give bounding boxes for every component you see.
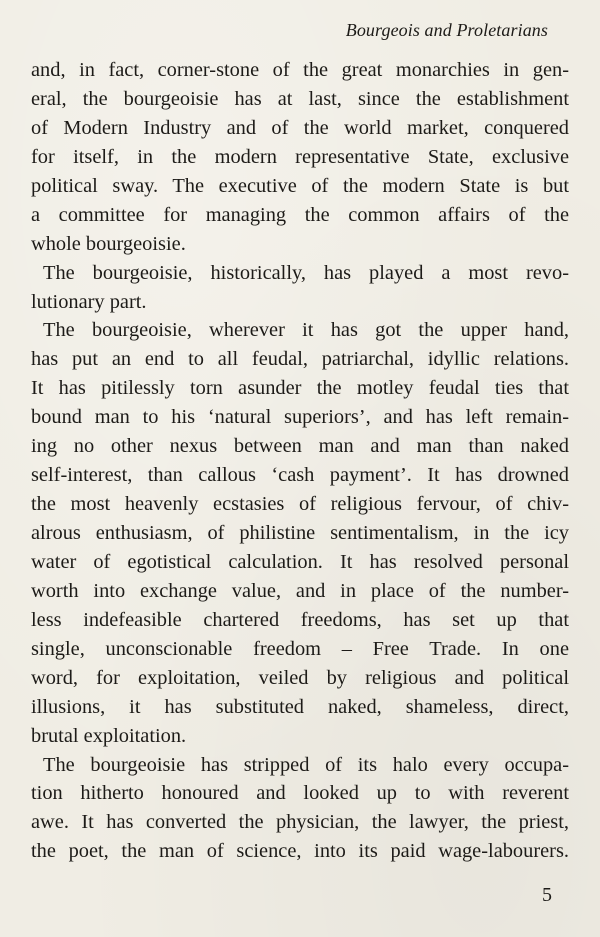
text-line: has put an end to all feudal, patriarchal, idyllic relations.	[31, 348, 569, 371]
text-line: ing no other nexus between man and man than naked	[31, 435, 569, 458]
text-line: a committee for managing the common affairs of the	[31, 203, 569, 226]
text-line: the poet, the man of science, into its paid wage-labourers.	[31, 840, 569, 863]
text-line: lutionary part.	[31, 290, 147, 313]
text-line: It has pitilessly torn asunder the motley feudal ties that	[31, 377, 569, 400]
text-line: word, for exploitation, veiled by religious and political	[31, 666, 569, 689]
text-line: The bourgeoisie has stripped of its halo every occupa-	[43, 753, 569, 776]
paragraph	[31, 751, 569, 867]
paragraph	[31, 56, 569, 259]
page-number: 5	[542, 884, 552, 906]
text-line: single, unconscionable freedom – Free Trade. In one	[31, 637, 569, 660]
text-line: for itself, in the modern representative State, exclusive	[31, 145, 569, 168]
text-line: less indefeasible chartered freedoms, has set up that	[31, 608, 569, 631]
text-line: the most heavenly ecstasies of religious fervour, of chiv-	[31, 493, 569, 516]
text-line: of Modern Industry and of the world market, conquered	[31, 116, 569, 139]
text-line: illusions, it has substituted naked, shameless, direct,	[31, 695, 569, 718]
text-line: The bourgeoisie, historically, has played a most revo-	[43, 261, 569, 284]
text-line: bound man to his ‘natural superiors’, and has left remain-	[31, 406, 569, 429]
text-line: awe. It has converted the physician, the lawyer, the priest,	[31, 811, 569, 834]
text-line: whole bourgeoisie.	[31, 232, 186, 255]
text-line: political sway. The executive of the modern State is but	[31, 174, 569, 197]
running-head: Bourgeois and Proletarians	[345, 20, 548, 40]
text-line: worth into exchange value, and in place of the number-	[31, 579, 569, 602]
text-line: and, in fact, corner-stone of the great monarchies in gen-	[31, 59, 569, 81]
paragraph	[31, 316, 569, 750]
paragraph	[31, 259, 569, 317]
text-line: self-interest, than callous ‘cash payment’. It has drowned	[31, 464, 569, 487]
text-line: alrous enthusiasm, of philistine sentimentalism, in the icy	[31, 522, 569, 544]
text-line: The bourgeoisie, wherever it has got the upper hand,	[43, 319, 569, 342]
text-line: eral, the bourgeoisie has at last, since the establishment	[31, 87, 569, 110]
text-line: tion hitherto honoured and looked up to with reverent	[31, 782, 569, 805]
body-text	[31, 56, 569, 866]
text-line: brutal exploitation.	[31, 724, 187, 747]
text-line: water of egotistical calculation. It has resolved personal	[31, 550, 569, 573]
